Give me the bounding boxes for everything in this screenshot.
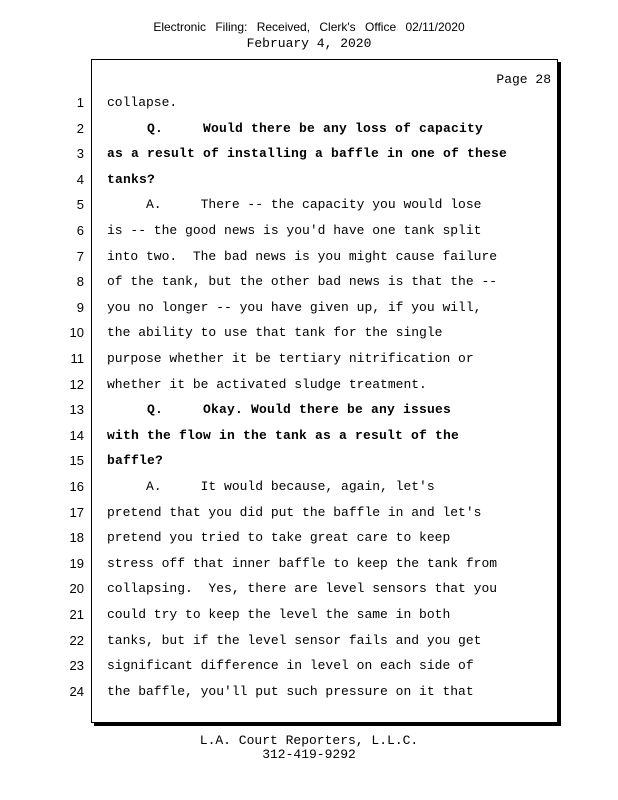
line-number: 20 (69, 581, 84, 597)
transcript-line (0, 223, 618, 243)
line-number: 10 (69, 325, 84, 341)
transcript-line (0, 581, 618, 601)
transcript-line (0, 325, 618, 345)
line-number: 5 (76, 197, 84, 213)
line-text: into two. The bad news is you might cause failure (107, 248, 498, 264)
line-text: pretend that you did put the baffle in and let's (107, 504, 482, 520)
filing-stamp: Electronic Filing: Received, Clerk's Office 02/11/2020 (153, 20, 465, 34)
transcript-line (0, 505, 618, 525)
transcript-line (0, 146, 618, 166)
line-text: of the tank, but the other bad news is that the -- (107, 274, 498, 290)
line-text: collapsing. Yes, there are level sensors that you (107, 581, 498, 597)
line-number: 8 (76, 274, 84, 290)
line-text: pretend you tried to take great care to keep (107, 530, 451, 546)
transcript-line (0, 249, 618, 269)
reporter-company: L.A. Court Reporters, L.L.C. (199, 733, 419, 748)
line-text: A. There -- the capacity you would lose (107, 197, 482, 213)
transcript-line (0, 633, 618, 653)
line-text: Q. Would there be any loss of capacity (107, 120, 484, 136)
transcript-line (0, 274, 618, 294)
line-text: the baffle, you'll put such pressure on it that (107, 683, 474, 699)
line-number: 19 (69, 555, 84, 571)
line-text: whether it be activated sludge treatment. (107, 376, 427, 392)
line-text: you no longer -- you have given up, if you will, (107, 299, 482, 315)
transcript-line (0, 402, 618, 422)
transcript-line (0, 300, 618, 320)
line-number: 11 (70, 351, 84, 366)
transcript-line (0, 479, 618, 499)
line-number: 21 (69, 607, 84, 622)
line-number: 14 (69, 427, 84, 443)
transcript-line (0, 428, 618, 448)
line-number: 6 (76, 223, 84, 238)
page-number: Page 28 (496, 72, 551, 87)
line-number: 16 (69, 479, 84, 494)
line-text: tanks, but if the level sensor fails and you get (107, 632, 482, 648)
line-text: tanks? (107, 171, 156, 187)
line-text: baffle? (107, 453, 164, 469)
transcript-line (0, 658, 618, 678)
transcript-line (0, 172, 618, 192)
line-number: 13 (69, 402, 84, 418)
line-number: 12 (69, 376, 84, 392)
line-text: as a result of installing a baffle in one of these (107, 146, 508, 162)
line-text: stress off that inner baffle to keep the tank from (107, 555, 498, 571)
line-number: 2 (76, 120, 84, 136)
transcript-line (0, 95, 618, 115)
line-text: significant difference in level on each side of (107, 658, 474, 674)
line-number: 18 (69, 530, 84, 546)
line-text: A. It would because, again, let's (107, 479, 435, 494)
hearing-date: February 4, 2020 (246, 36, 372, 51)
line-text: could try to keep the level the same in both (107, 607, 451, 622)
transcript-line (0, 607, 618, 627)
line-number: 4 (76, 171, 84, 187)
transcript-line (0, 121, 618, 141)
line-text: Q. Okay. Would there be any issues (107, 402, 452, 418)
line-number: 22 (69, 632, 84, 648)
transcript-line (0, 684, 618, 704)
line-text: the ability to use that tank for the single (107, 325, 443, 341)
line-text: purpose whether it be tertiary nitrification or (107, 351, 474, 366)
line-number: 1 (76, 95, 84, 110)
line-text: is -- the good news is you'd have one tank split (107, 223, 482, 238)
line-number: 24 (69, 683, 84, 699)
line-number: 15 (69, 453, 84, 469)
transcript-line (0, 197, 618, 217)
transcript-line (0, 530, 618, 550)
transcript-line (0, 377, 618, 397)
transcript-line (0, 556, 618, 576)
line-number: 3 (76, 146, 84, 162)
transcript-line (0, 453, 618, 473)
transcript-line (0, 351, 618, 371)
line-number: 9 (76, 299, 84, 315)
line-text: with the flow in the tank as a result of the (107, 427, 460, 443)
line-number: 7 (76, 248, 84, 264)
line-text: collapse. (107, 95, 178, 110)
reporter-phone: 312-419-9292 (262, 747, 356, 762)
line-number: 23 (69, 658, 84, 674)
line-number: 17 (69, 504, 84, 520)
